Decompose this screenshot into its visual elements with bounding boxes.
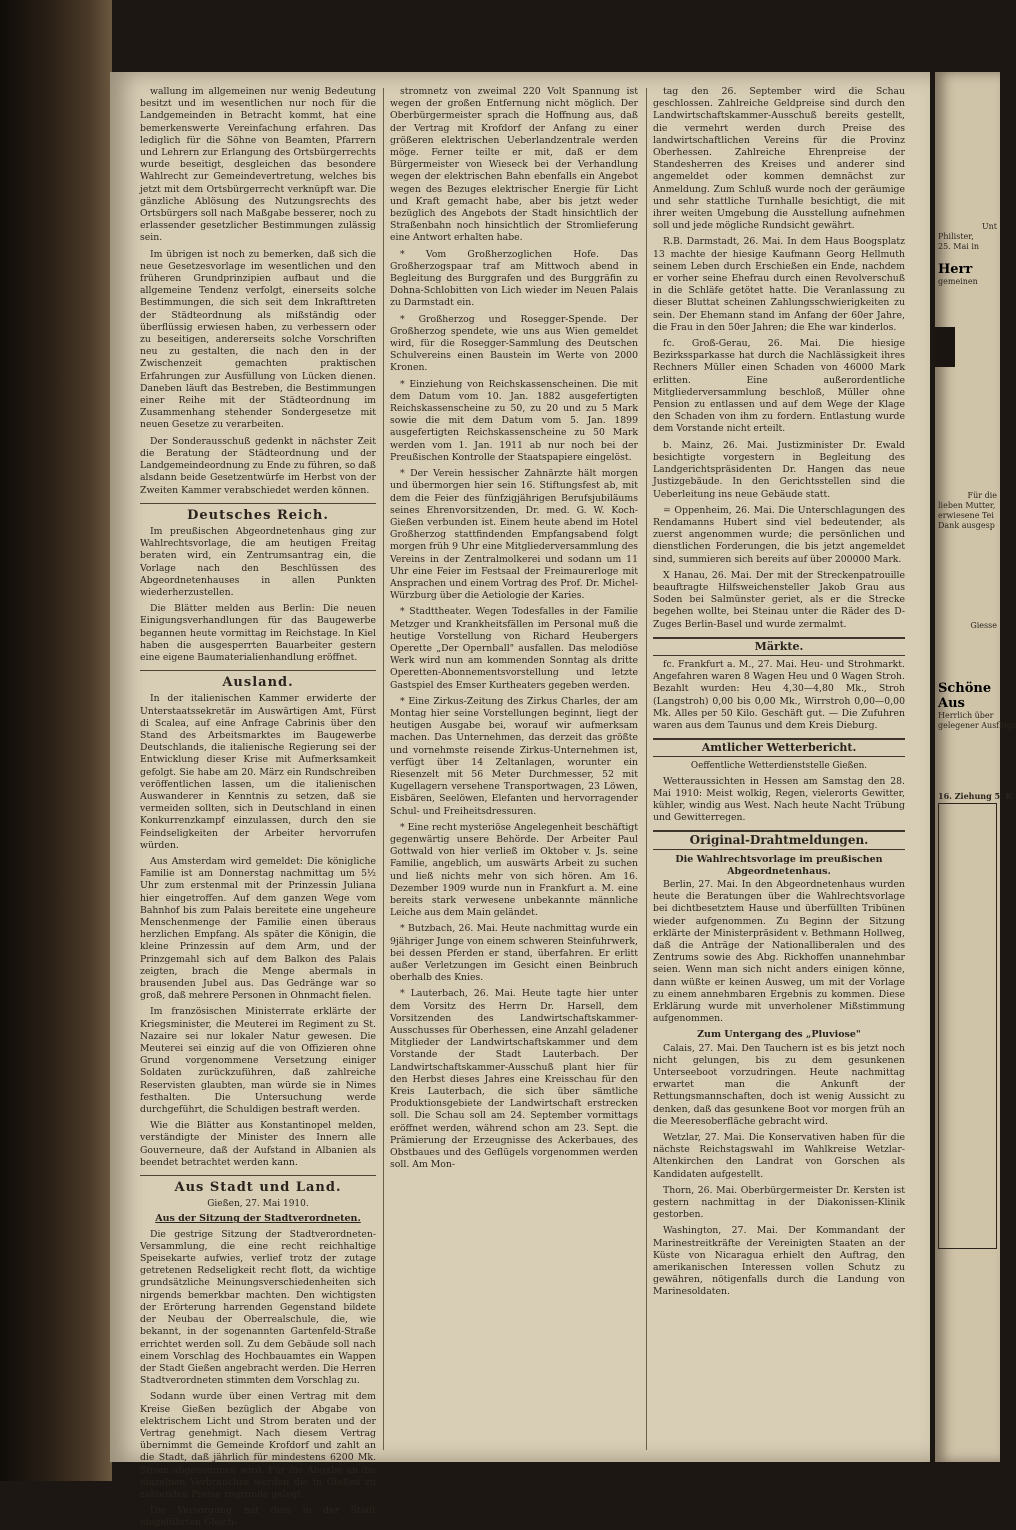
article-subheading: Aus der Sitzung der Stadtverordneten. [155,1213,361,1225]
ticker-text: 16. Ziehung 5. K [938,791,1013,801]
wire-item: Berlin, 27. Mai. In den Abgeordnetenhaus wurden heute die Beratungen über die Wahlrechtsvorlage bei dichtbesetztem Hause und überfüllten Tribünen wieder aufgenommen. Zu Beginn der Sitzung erklärte der Ministerpräsident v. Bethmann Hollweg, daß die Anträge der Nationalliberalen und des Zentrums sowie des Abg. Rickhoffen unannehmbar seien. Wenn man sich nicht anders einigen könne, dann wüßte er keinen Ausweg, um mit der Vorlage zu einem annehmbaren Ergebnis zu kommen. Diese Erklärung wurde mit unverholener Mißstimmung aufgenommen. [653,878,905,1025]
ticker-lottery-table [938,803,997,1249]
wire-item: Wetzlar, 27. Mai. Die Konservativen haben für die nächste Reichstagswahl im Wahlkreise Wetzlar-Altenkirchen den Landrat von Gorschen als Kandidaten aufgestellt. [653,1132,905,1180]
ticker-heading: Schöne Aus [938,681,992,711]
section-divider [140,670,376,689]
article-paragraph: Im übrigen ist noch zu bemerken, daß sich die neue Gesetzesvorlage im wesentlichen und den früheren Grundprinzipien aufbaut und die allgemeine Tendenz verfolgt, einerseits solche Bestimmungen, die sich seit dem Inkrafttreten der Städteordnung als mißständig oder überflüssig erwiesen haben, zu verbessern oder zu beseitigen, andererseits solche Vorschriften neu zu gestalten, die nach den in der Zwischenzeit gemachten praktischen Erfahrungen zur Ausfüllung von Lücken dienen. Daneben läuft das Bestreben, die Bestimmungen einer Reihe mit der Städteordnung im Zusammenhang stehender Sondergesetze mit neuen Gesetze zu verarbeiten. [140,248,376,431]
wire-item: Calais, 27. Mai. Den Tauchern ist es bis jetzt noch nicht gelungen, bis zu dem gesunkenen Unterseeboot vorzudringen. Heute nachmittag erwartet man die Ankunft der Rettungsmannschaften, doch ist wenig Aussicht zu denken, daß das gesunkene Boot vor morgen früh an die Meeresoberfläche gebracht wird. [653,1042,905,1127]
article-paragraph: * Großherzog und Rosegger-Spende. Der Großherzog spendete, wie uns aus Wien gemeldet wird, für die Rosegger-Sammlung des Deutschen Schulvereins einen Baustein im Werte von 2000 Kronen. [390,313,638,374]
weather-subheading: Oeffentliche Wetterdienststelle Gießen. [690,761,868,772]
section-heading: Deutsches Reich. [187,507,329,523]
ticker-heading: Herr [938,262,973,277]
article-paragraph: Sodann wurde über einen Vertrag mit dem Kreise Gießen bezüglich der Abgabe von elektrischem Licht und Strom beraten und der Vertrag genehmigt. Nach diesem Vertrag übernimmt die Gemeinde Krofdorf und zahlt an die Stadt, daß jährlich für mindestens 6200 Mk. Strom abgenommen wird. Für die Abgabe an die einzelnen Verbraucher werden die in Gießen zu zahlenden Preise zugrunde gelegt. [140,1391,376,1500]
adjacent-page-fragment [935,72,1016,1462]
ticker-text: Philister, [938,232,974,241]
column-1 [140,86,376,1529]
article-paragraph: X Hanau, 26. Mai. Der mit der Streckenpatrouille beauftragte Hilfsweichensteller Jakob Grau aus Soden bei Salmünster geriet, als er die Strecke begehen wollte, bei Steinau unter die Räder des D-Zuges Berlin-Basel und wurde zermalmt. [653,569,905,630]
ticker-text: erwiesene Tei [938,511,994,520]
book-spine [0,0,112,1481]
ticker-text: Giesse [970,621,997,630]
weather-heading: Amtlicher Wetterbericht. [653,738,905,757]
wire-item: Thorn, 26. Mai. Oberbürgermeister Dr. Kersten ist gestern nachmittag in der Diakonissen-Klinik gestorben. [653,1184,905,1221]
article-paragraph: In der italienischen Kammer erwiderte der Unterstaatssekretär im Auswärtigen Amt, Fürst di Scalea, auf eine Anfrage Cabrinis über den Stand des Arbeitsmarktes im Baugewerbe Deutschlands, die italienische Regierung sei der Entwicklung dieser Krise mit Aufmerksamkeit gefolgt. Sie habe am 20. März ein Rundschreiben veröffentlichen lassen, um die italienischen Auswanderer in Kenntnis zu setzen, daß sie vermeiden sollten, sich in Deutschland in einen Konkurrenzkampf einzulassen, durch den sie Feindseligkeiten der Arbeiter hervorrufen würden. [140,693,376,851]
article-paragraph: stromnetz von zweimal 220 Volt Spannung ist wegen der großen Entfernung nicht möglich. Der Oberbürgermeister sprach die Hoffnung aus, daß der Vertrag mit Krofdorf der Anfang zu einer größeren elektrischen Ueberlandzentrale werden möge. Ferner teilte er mit, daß er dem Bürgermeister von Wieseck bei der Verhandlung wegen der elektrischen Bahn ebenfalls ein Angebot wegen des Bezuges elektrischer Energie für Licht und Kraft gemacht habe, aber bis jetzt weder bezüglich des Angebots der Stadt hinsichtlich der Straßenbahn noch hinsichtlich der Stromlieferung eine Antwort erhalten habe. [390,86,638,244]
markets-heading: Märkte. [653,637,905,656]
ticker-text: lieben Mutter, [938,501,996,510]
newspaper-page [110,72,930,1529]
ticker-text: Herrlich über [938,711,994,720]
article-paragraph: Der Sonderausschuß gedenkt in nächster Zeit die Beratung der Städteordnung und der Landgemeindeordnung zu Ende zu führen, so daß alsdann beide Gesetzentwürfe im Herbst von der Zweiten Kammer verabschiedet werden können. [140,435,376,496]
ticker-text: gelegener Ausflugs [938,721,1016,730]
ticker-text: Für die [967,491,997,500]
wire-reports-heading: Original-Drahtmeldungen. [653,830,905,849]
article-paragraph: * Vom Großherzoglichen Hofe. Das Großherzogspaar traf am Mittwoch abend in Begleitung des Burggrafen und des Burggräfin zu Dohna-Schlobitten von Lich wieder im Neuen Palais zu Darmstadt ein. [390,248,638,309]
wire-item: Washington, 27. Mai. Der Kommandant der Marinestreitkräfte der Vereinigten Staaten an der Küste von Nicaragua erhielt den Auftrag, den amerikanischen Interessen vollen Schutz zu gewähren, nötigenfalls durch die Landung von Marinesoldaten. [653,1225,905,1298]
wire-reports-subheading: Die Wahlrechtsvorlage im preußischen Abgeordnetenhaus. [675,853,883,877]
article-paragraph: Aus Amsterdam wird gemeldet: Die königliche Familie ist am Donnerstag nachmittag um 5½ Uhr zum erstenmal mit der Prinzessin Juliana hier eingetroffen. Auf dem ganzen Wege vom Bahnhof bis zum Palais bereitete eine ungeheure Menschenmenge der Familie einen überaus herzlichen Empfang. Als später die Königin, die kleine Prinzessin auf dem Arm, und der Prinzgemahl sich auf dem Balkon des Palais zeigten, brach die Menge abermals in brausenden Jubel aus. Das Gedränge war so groß, daß mehrere Personen in Ohnmacht fielen. [140,855,376,1002]
article-paragraph: wallung im allgemeinen nur wenig Bedeutung besitzt und im wesentlichen nur noch für die Landgemeinden in Betracht kommt, hat eine bemerkenswerte Vereinfachung erfahren. Das lediglich für die Söhne von Beamten, Pfarrern und Lehrern zur Erlangung des Ortsbürgerrechts wurde beseitigt, desgleichen das besondere Wahlrecht zur Gemeindevertretung, welches bis jetzt mit dem Ortsbürgerrecht verknüpft war. Die gänzliche Ablösung des Nutzungsrechts des Ortsbürgers soll nach Maßgabe besserer, noch zu erlassender gesetzlicher Bestimmungen zulässig sein. [140,86,376,244]
article-paragraph: * Einziehung von Reichskassenscheinen. Die mit dem Datum vom 10. Jan. 1882 ausgefertigten Reichskassenscheine zu 50, zu 20 und zu 5 Mark sowie die mit dem Datum vom 5. Jan. 1899 ausgefertigten Reichskassenscheine zu 50 Mark werden vom 1. Jan. 1911 ab nur noch bei der Preußischen Kontrolle der Staatspapiere eingelöst. [390,378,638,463]
ticker-black-ad [935,327,955,367]
column-rule [383,88,384,1450]
article-paragraph: Die Versorgung mit dem in der Stadt eingeführten Gleich- [140,1505,376,1529]
markets-text: fc. Frankfurt a. M., 27. Mai. Heu- und Strohmarkt. Angefahren waren 8 Wagen Heu und 0 Wagen Stroh. Bezahlt wurden: Heu 4,30—4,80 Mk., Stroh (Langstroh) 0,00 bis 0,00 Mk., Wirrstroh 0,00—0,00 Mk. Alles per 50 Kilo. Geschäft gut. — Die Zufuhren waren aus dem Taunus und dem Kreis Dieburg. [653,658,905,731]
article-paragraph: * Stadttheater. Wegen Todesfalles in der Familie Metzger und Krankheitsfällen im Personal muß die heutige Vorstellung von Richard Heubergers Operette „Der Opernball" ausfallen. Das melodiöse Werk wird nun am kommenden Sonntag als dritte Operetten-Abonnementsvorstellung und letzte Gastspiel des Emser Kurtheaters gegeben werden. [390,606,638,691]
article-paragraph: tag den 26. September wird die Schau geschlossen. Zahlreiche Geldpreise sind durch den Landwirtschaftskammer-Ausschuß bereits gestellt, die vermehrt werden durch Preise des landwirtschaftlichen Vereins für die Provinz Oberhessen. Zahlreiche Ehrenpreise der Standesherren des Kreises und anderer sind angemeldet oder kommen demnächst zur Anmeldung. Zum Schluß wurde noch der geräumige und sehr stattliche Turnhalle besichtigt, die mit ihrer weiten Umgebung die Ausstellung aufnehmen soll und jede mögliche Rundsicht gewährt. [653,86,905,232]
article-paragraph: Im preußischen Abgeordnetenhaus ging zur Wahlrechtsvorlage, die am heutigen Freitag beraten wird, ein Zentrumsantrag ein, die Vorlage nach den Beschlüssen des Abgeordnetenhauses in allen Punkten wiederherzustellen. [140,525,376,598]
article-paragraph: * Eine Zirkus-Zeitung des Zirkus Charles, der am Montag hier seine Vorstellungen beginnt, liegt der heutigen Ausgabe bei, worauf wir aufmerksam machen. Das Unternehmen, das derzeit das größte und vornehmste reisende Zirkus-Unternehmen ist, verfügt über 14 Zeltanlagen, worunter ein Riesenzelt mit 56 Meter Durchmesser, 52 mit Kugellagern versehene Transportwagen, 23 Löwen, Eisbären, Seelöwen, Elefanten und hervorragender Schul- und Freiheitsdressuren. [390,695,638,817]
ticker-text: 25. Mai in [938,242,980,251]
ticker-text: gemeinen [938,277,978,286]
article-paragraph: * Lauterbach, 26. Mai. Heute tagte hier unter dem Vorsitz des Herrn Dr. Harsell, dem Vorsitzenden des Landwirtschaftskammer-Ausschusses für Oberhessen, eine Anzahl geladener Mitglieder der Landwirtschaftskammer und dem Vorstande der Stadt Lauterbach. Der Landwirtschaftskammer-Ausschuß plant hier für den Herbst dieses Jahres eine Kreisschau für den Kreis Lauterbach, die sich über sämtliche Produktionsgebiete der Landwirtschaft erstrecken soll. Die Schau soll am 24. September vormittags eröffnet werden, während schon am 23. Sept. die Prämierung der Erzeugnisse des Ackerbaues, des Obstbaues und des Geflügels vorgenommen werden soll. Am Mon- [390,988,638,1171]
section-divider [140,1175,376,1194]
article-paragraph: = Oppenheim, 26. Mai. Die Unterschlagungen des Rendamanns Hubert sind viel bedeutender, als zuerst angenommen wurde; die persönlichen und dienstlichen Forderungen, die bis jetzt angemeldet sind, summieren sich bereits auf über 200000 Mark. [653,504,905,565]
article-paragraph: Die Blätter melden aus Berlin: Die neuen Einigungsverhandlungen für das Baugewerbe begannen heute vormittag im Reichstage. In Kiel haben die ausgesperrten Bauarbeiter gestern eine eigene Baumaterialienhandlung eröffnet. [140,603,376,663]
article-paragraph: * Eine recht mysteriöse Angelegenheit beschäftigt gegenwärtig unsere Behörde. Der Arbeiter Paul Gottwald von hier verließ im Oktober v. Js. seine Familie, angeblich, um auswärts Arbeit zu suchen und ließ nichts mehr von sich hören. Am 16. Dezember 1909 wurde nun in Frankfurt a. M. eine bereits stark verwesene unbekannte männliche Leiche aus dem Main geländet. [390,821,638,919]
column-3 [653,86,905,1450]
section-heading: Aus Stadt und Land. [174,1180,342,1196]
ticker-text: Unt [981,222,997,231]
article-paragraph: R.B. Darmstadt, 26. Mai. In dem Haus Boogsplatz 13 machte der hiesige Kaufmann Georg Hellmuth seinem Leben durch Erschießen ein Ende, nachdem er vorher seine Ehefrau durch einen Revolverschuß in die Schläfe getötet hatte. Die Veranlassung zu dieser Bluttat scheinen Zahlungsschwierigkeiten zu sein. Der Ehemann stand im Anfang der 60er Jahre, die Frau in den 50er Jahren; die Ehe war kinderlos. [653,236,905,333]
article-paragraph: fc. Groß-Gerau, 26. Mai. Die hiesige Bezirkssparkasse hat durch die Nachlässigkeit ihres Rechners Müller einen Schaden von 46000 Mark erlitten. Eine außerordentliche Mitgliederversammlung beschloß, Müller ohne Pension zu entlassen und auf dem Wege der Klage den Schaden von ihm zu fordern. Entlastung wurde dem Vorstande nicht erteilt. [653,338,905,435]
wire-item-heading: Zum Untergang des „Pluviose" [697,1029,861,1041]
weather-text: Wetteraussichten in Hessen am Samstag den 28. Mai 1910: Meist wolkig, Regen, vielerorts Gewitter, kühler, windig aus West. Nach heute Nacht Trübung und Gewitterregen. [653,775,905,824]
section-heading: Ausland. [222,675,294,691]
article-paragraph: Die gestrige Sitzung der Stadtverordneten-Versammlung, die eine recht reichhaltige Speisekarte aufwies, verlief trotz der zutage getretenen Redseligkeit recht flott, da wichtige grundsätzliche Meinungsverschiedenheiten sich nirgends bemerkbar machten. Den wichtigsten der Erörterung harrenden Gegenstand bildete der Neubau der Oberrealschule, die, wie bekannt, in der sogenannten Gartenfeld-Straße errichtet werden soll. Zu dem Gebäude soll nach einem Vorschlag des Hochbauamtes ein Wappen der Stadt Gießen angebracht werden. Die Herren Stadtverordneten stimmten dem Vorschlag zu. [140,1228,376,1387]
column-rule [646,88,647,1450]
article-paragraph: b. Mainz, 26. Mai. Justizminister Dr. Ewald besichtigte vorgestern in Begleitung des Landgerichtspräsidenten Dr. Hangen das neue Justizgebäude. In den Gerichtsstellen sind die Ueberleitung ins neue Gebäude statt. [653,439,905,500]
article-paragraph: Im französischen Ministerrate erklärte der Kriegsminister, die Meuterei im Regiment zu St. Nazaire sei nur lokaler Natur gewesen. Die Meuterei sei einzig auf die von Offizieren ohne Grund vorgenommene Versetzung einiger Soldaten zurückzuführen, daß zahlreiche Reservisten glaubten, man würde sie in Nimes festhalten. Die Untersuchung werde durchgeführt, die Schuldigen bestraft werden. [140,1006,376,1116]
article-paragraph: Wie die Blätter aus Konstantinopel melden, verständigte der Minister des Innern alle Gouverneure, daß der Aufstand in Albanien als beendet betrachtet werden kann. [140,1120,376,1168]
article-paragraph: * Der Verein hessischer Zahnärzte hält morgen und übermorgen hier sein 16. Stiftungsfest ab, mit dem die Feier des fünfzigjährigen Berufsjubiläums seines Ehrenvorsitzenden, Dr. med. G. W. Koch-Gießen verbunden ist. Einem heute abend im Hotel Großherzog stattfindenden Empfangsabend folgt morgen früh 9 Uhr eine Mitgliederversammlung des Vereins in der Zentralmolkerei und sodann um 11 Uhr eine Feier im Festsaal der Freimaurerloge mit Ansprachen und einem Vortrag des Prof. Dr. Michel-Würzburg über die Aetiologie der Karies. [390,468,638,602]
article-paragraph: * Butzbach, 26. Mai. Heute nachmittag wurde ein 9jähriger Junge von einem schweren Steinfuhrwerk, bei dessen Pferden er stand, überfahren. Er erlitt außer Verletzungen im Gesicht einen Beinbruch oberhalb des Knies. [390,923,638,984]
dateline: Gießen, 27. Mai 1910. [207,1199,309,1210]
section-divider [140,503,376,522]
ticker-text: Dank ausgesp [938,521,995,530]
column-2 [390,86,638,1450]
